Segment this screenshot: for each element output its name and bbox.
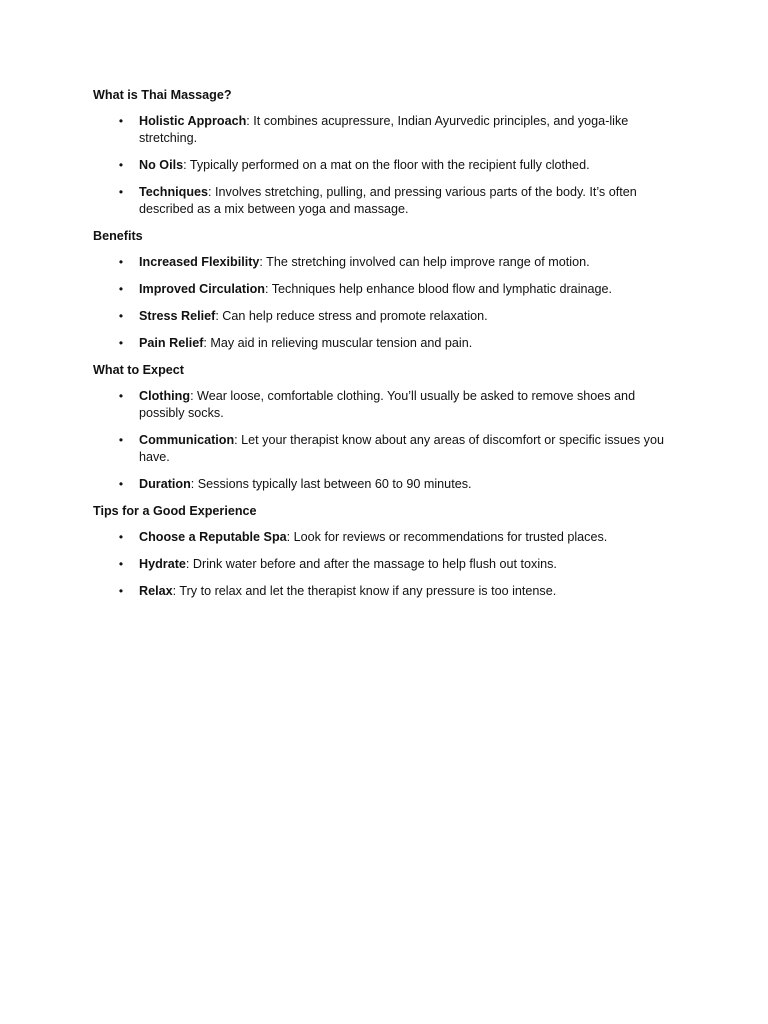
bullet-icon: • bbox=[118, 114, 124, 128]
item-term: No Oils bbox=[139, 158, 184, 172]
item-text: : The stretching involved can help improve range of motion. bbox=[259, 255, 590, 269]
section-what-is-thai-massage bbox=[93, 86, 683, 218]
item-text: : Typically performed on a mat on the floor with the recipient fully clothed. bbox=[183, 158, 590, 172]
bullet-icon: • bbox=[118, 433, 124, 447]
item-text: : It combines acupressure, Indian Ayurvedic principles, and yoga-like stretching. bbox=[139, 114, 629, 145]
item-text: : Wear loose, comfortable clothing. You’ll usually be asked to remove shoes and possibly socks. bbox=[139, 389, 636, 420]
bullet-icon: • bbox=[118, 530, 124, 544]
bullet-list bbox=[93, 388, 683, 493]
list-item bbox=[93, 157, 683, 174]
item-text: : Try to relax and let the therapist know if any pressure is too intense. bbox=[172, 584, 557, 598]
list-item bbox=[93, 432, 683, 466]
section-heading: Benefits bbox=[93, 229, 143, 243]
list-item bbox=[93, 476, 683, 493]
bullet-icon: • bbox=[118, 557, 124, 571]
list-item bbox=[93, 184, 683, 218]
list-item bbox=[93, 583, 683, 600]
item-term: Improved Circulation bbox=[139, 282, 265, 296]
bullet-icon: • bbox=[118, 255, 124, 269]
list-item bbox=[93, 529, 683, 546]
bullet-icon: • bbox=[118, 584, 124, 598]
section-heading: What to Expect bbox=[93, 363, 184, 377]
item-term: Relax bbox=[139, 584, 173, 598]
item-text: : Involves stretching, pulling, and pressing various parts of the body. It’s often described as a mix between yoga and massage. bbox=[139, 185, 637, 216]
bullet-icon: • bbox=[118, 477, 124, 491]
item-term: Duration bbox=[139, 477, 191, 491]
list-item bbox=[93, 308, 683, 325]
item-term: Choose a Reputable Spa bbox=[139, 530, 287, 544]
item-term: Clothing bbox=[139, 389, 191, 403]
item-text: : Let your therapist know about any areas of discomfort or specific issues you have. bbox=[139, 433, 664, 464]
bullet-icon: • bbox=[118, 158, 124, 172]
list-item bbox=[93, 281, 683, 298]
section-tips-for-a-good-experience bbox=[93, 502, 683, 600]
bullet-icon: • bbox=[118, 309, 124, 323]
document-page bbox=[93, 86, 683, 609]
list-item bbox=[93, 556, 683, 573]
item-term: Techniques bbox=[139, 185, 209, 199]
section-heading: What is Thai Massage? bbox=[93, 88, 232, 102]
section-heading: Tips for a Good Experience bbox=[93, 504, 257, 518]
item-term: Communication bbox=[139, 433, 235, 447]
bullet-list bbox=[93, 113, 683, 218]
section-benefits bbox=[93, 227, 683, 352]
item-text: : Can help reduce stress and promote relaxation. bbox=[215, 309, 488, 323]
list-item bbox=[93, 113, 683, 147]
list-item bbox=[93, 388, 683, 422]
list-item bbox=[93, 335, 683, 352]
bullet-icon: • bbox=[118, 389, 124, 403]
item-term: Hydrate bbox=[139, 557, 186, 571]
section-what-to-expect bbox=[93, 361, 683, 493]
bullet-list bbox=[93, 529, 683, 600]
bullet-icon: • bbox=[118, 185, 124, 199]
item-text: : Sessions typically last between 60 to 90 minutes. bbox=[190, 477, 472, 491]
bullet-icon: • bbox=[118, 336, 124, 350]
item-term: Stress Relief bbox=[139, 309, 216, 323]
item-term: Holistic Approach bbox=[139, 114, 247, 128]
item-text: : Drink water before and after the massage to help flush out toxins. bbox=[185, 557, 557, 571]
item-text: : May aid in relieving muscular tension and pain. bbox=[203, 336, 473, 350]
bullet-icon: • bbox=[118, 282, 124, 296]
item-text: : Techniques help enhance blood flow and lymphatic drainage. bbox=[264, 282, 613, 296]
item-term: Pain Relief bbox=[139, 336, 204, 350]
list-item bbox=[93, 254, 683, 271]
item-term: Increased Flexibility bbox=[139, 255, 260, 269]
bullet-list bbox=[93, 254, 683, 352]
item-text: : Look for reviews or recommendations for trusted places. bbox=[286, 530, 608, 544]
